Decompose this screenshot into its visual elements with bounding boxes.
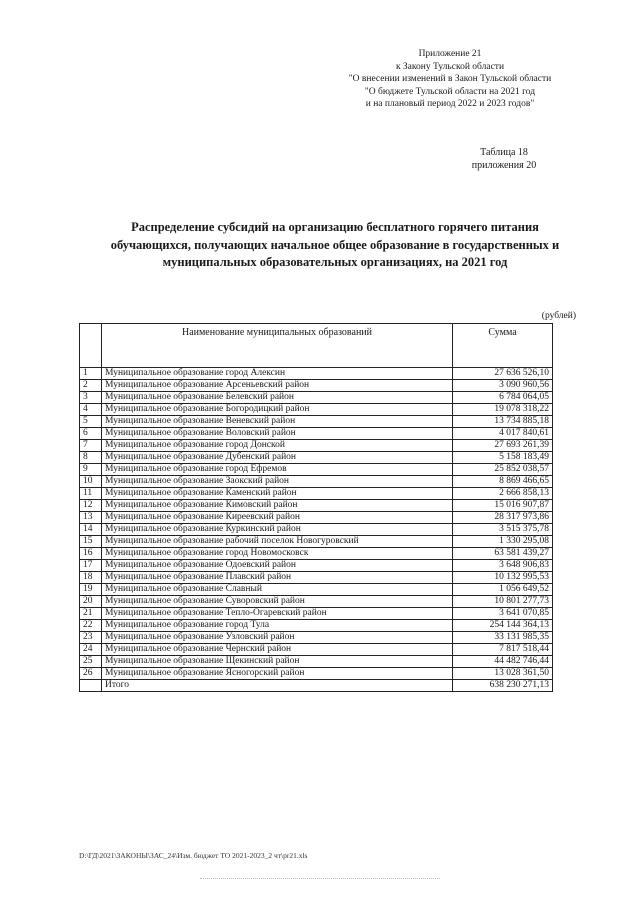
subsidy-amount: 5 158 183,49 <box>453 452 553 464</box>
subsidy-amount: 33 131 985,35 <box>453 632 553 644</box>
municipality-name: Муниципальное образование Кимовский район <box>102 500 453 512</box>
title-line: муниципальных образовательных организациях, на 2021 год <box>162 255 508 269</box>
municipality-name: Муниципальное образование рабочий поселок Новогуровский <box>102 536 453 548</box>
municipality-name: Муниципальное образование Чернский район <box>102 644 453 656</box>
row-number: 3 <box>80 392 102 404</box>
municipality-name: Муниципальное образование Веневский район <box>102 416 453 428</box>
municipality-name: Муниципальное образование город Алексин <box>102 368 453 380</box>
municipality-name: Муниципальное образование Узловский район <box>102 632 453 644</box>
municipality-name: Муниципальное образование Славный <box>102 584 453 596</box>
table-row <box>80 560 553 572</box>
unit-label: (рублей) <box>541 311 576 321</box>
row-number: 8 <box>80 452 102 464</box>
table-row <box>80 632 553 644</box>
row-number: 26 <box>80 668 102 680</box>
table-row <box>80 620 553 632</box>
appendix-line: Приложение 21 <box>418 49 482 59</box>
municipality-name: Муниципальное образование Плавский район <box>102 572 453 584</box>
page-divider <box>200 878 440 880</box>
subsidy-amount: 2 666 858,13 <box>453 488 553 500</box>
table-row <box>80 368 553 380</box>
row-number: 17 <box>80 560 102 572</box>
subsidy-amount: 254 144 364,13 <box>453 620 553 632</box>
row-number: 21 <box>80 608 102 620</box>
table-row <box>80 584 553 596</box>
table-header-row <box>80 324 553 368</box>
subsidy-amount: 13 734 885,18 <box>453 416 553 428</box>
row-number: 5 <box>80 416 102 428</box>
municipality-name: Муниципальное образование Одоевский район <box>102 560 453 572</box>
municipality-name: Муниципальное образование Куркинский район <box>102 524 453 536</box>
subsidy-amount: 10 132 995,53 <box>453 572 553 584</box>
row-number: 9 <box>80 464 102 476</box>
subsidy-amount: 7 817 518,44 <box>453 644 553 656</box>
appendix-line: "О внесении изменений в Закон Тульской области <box>348 74 552 84</box>
municipality-name: Муниципальное образование Дубенский район <box>102 452 453 464</box>
row-number: 14 <box>80 524 102 536</box>
header-number <box>80 324 102 368</box>
subsidy-amount: 10 801 277,73 <box>453 596 553 608</box>
row-number: 20 <box>80 596 102 608</box>
subsidy-amount: 63 581 439,27 <box>453 548 553 560</box>
row-number: 15 <box>80 536 102 548</box>
municipality-name: Муниципальное образование Богородицкий район <box>102 404 453 416</box>
title-line: Распределение субсидий на организацию бесплатного горячего питания <box>131 220 539 234</box>
header-name: Наименование муниципальных образований <box>102 324 453 368</box>
table-row <box>80 596 553 608</box>
row-number: 25 <box>80 656 102 668</box>
subsidy-amount: 1 330 295,08 <box>453 536 553 548</box>
total-label: Итого <box>102 680 453 692</box>
file-path: D:\ГД\2021\ЗАКОНЫ\ЗАС_24\Изм. бюджет ТО 2021-2023_2 чт\pr21.xls <box>79 851 308 860</box>
municipality-name: Муниципальное образование Белевский район <box>102 392 453 404</box>
subsidy-amount: 28 317 973,86 <box>453 512 553 524</box>
subsidy-amount: 13 028 361,50 <box>453 668 553 680</box>
subsidy-amount: 3 515 375,78 <box>453 524 553 536</box>
document-title <box>70 219 600 272</box>
row-number: 16 <box>80 548 102 560</box>
subsidy-amount: 6 784 064,05 <box>453 392 553 404</box>
table-row <box>80 452 553 464</box>
municipality-name: Муниципальное образование Заокский район <box>102 476 453 488</box>
table-row <box>80 668 553 680</box>
total-number <box>80 680 102 692</box>
subsidy-amount: 1 056 649,52 <box>453 584 553 596</box>
table-row <box>80 464 553 476</box>
table-number: Таблица 18 <box>480 147 528 158</box>
table-reference <box>444 146 564 172</box>
appendix-line: "О бюджете Тульской области на 2021 год <box>364 86 536 97</box>
row-number: 23 <box>80 632 102 644</box>
municipality-name: Муниципальное образование Каменский район <box>102 488 453 500</box>
municipality-name: Муниципальное образование город Новомосковск <box>102 548 453 560</box>
table-row <box>80 380 553 392</box>
table-body <box>80 368 553 692</box>
table-row <box>80 404 553 416</box>
municipality-name: Муниципальное образование Ясногорский район <box>102 668 453 680</box>
table-row <box>80 656 553 668</box>
table-row <box>80 608 553 620</box>
table-row <box>80 440 553 452</box>
title-line: обучающихся, получающих начальное общее образование в государственных и <box>110 237 560 252</box>
table-row <box>80 536 553 548</box>
row-number: 11 <box>80 488 102 500</box>
municipality-name: Муниципальное образование Киреевский район <box>102 512 453 524</box>
subsidy-amount: 44 482 746,44 <box>453 656 553 668</box>
municipality-name: Муниципальное образование город Ефремов <box>102 464 453 476</box>
row-number: 4 <box>80 404 102 416</box>
row-number: 19 <box>80 584 102 596</box>
row-number: 24 <box>80 644 102 656</box>
table-row <box>80 488 553 500</box>
municipality-name: Муниципальное образование Суворовский район <box>102 596 453 608</box>
municipality-name: Муниципальное образование город Донской <box>102 440 453 452</box>
table-row <box>80 476 553 488</box>
row-number: 2 <box>80 380 102 392</box>
row-number: 1 <box>80 368 102 380</box>
table-row <box>80 416 553 428</box>
subsidy-amount: 15 016 907,87 <box>453 500 553 512</box>
subsidy-amount: 27 693 261,39 <box>453 440 553 452</box>
subsidy-amount: 8 869 466,65 <box>453 476 553 488</box>
appendix-number: приложения 20 <box>471 160 537 171</box>
table-row <box>80 644 553 656</box>
appendix-line: и на плановый период 2022 и 2023 годов" <box>365 99 535 109</box>
appendix-header <box>300 48 600 111</box>
subsidy-amount: 3 648 906,83 <box>453 560 553 572</box>
row-number: 6 <box>80 428 102 440</box>
total-amount: 638 230 271,13 <box>453 680 553 692</box>
row-number: 7 <box>80 440 102 452</box>
table-row <box>80 524 553 536</box>
subsidy-amount: 19 078 318,22 <box>453 404 553 416</box>
municipality-name: Муниципальное образование Тепло-Огаревский район <box>102 608 453 620</box>
subsidy-amount: 27 636 526,10 <box>453 368 553 380</box>
table-row <box>80 572 553 584</box>
table-row <box>80 548 553 560</box>
subsidy-amount: 3 641 070,85 <box>453 608 553 620</box>
row-number: 18 <box>80 572 102 584</box>
municipality-name: Муниципальное образование Воловский район <box>102 428 453 440</box>
row-number: 12 <box>80 500 102 512</box>
row-number: 13 <box>80 512 102 524</box>
row-number: 22 <box>80 620 102 632</box>
table-total-row <box>80 680 553 692</box>
subsidy-amount: 4 017 840,61 <box>453 428 553 440</box>
municipality-name: Муниципальное образование город Тула <box>102 620 453 632</box>
table-row <box>80 392 553 404</box>
header-sum: Сумма <box>453 324 553 368</box>
subsidy-table <box>79 323 553 692</box>
subsidy-amount: 3 090 960,56 <box>453 380 553 392</box>
table-row <box>80 428 553 440</box>
table-row <box>80 512 553 524</box>
municipality-name: Муниципальное образование Арсеньевский район <box>102 380 453 392</box>
subsidy-amount: 25 852 038,57 <box>453 464 553 476</box>
table-row <box>80 500 553 512</box>
appendix-line: к Закону Тульской области <box>395 61 505 72</box>
row-number: 10 <box>80 476 102 488</box>
municipality-name: Муниципальное образование Щекинский район <box>102 656 453 668</box>
